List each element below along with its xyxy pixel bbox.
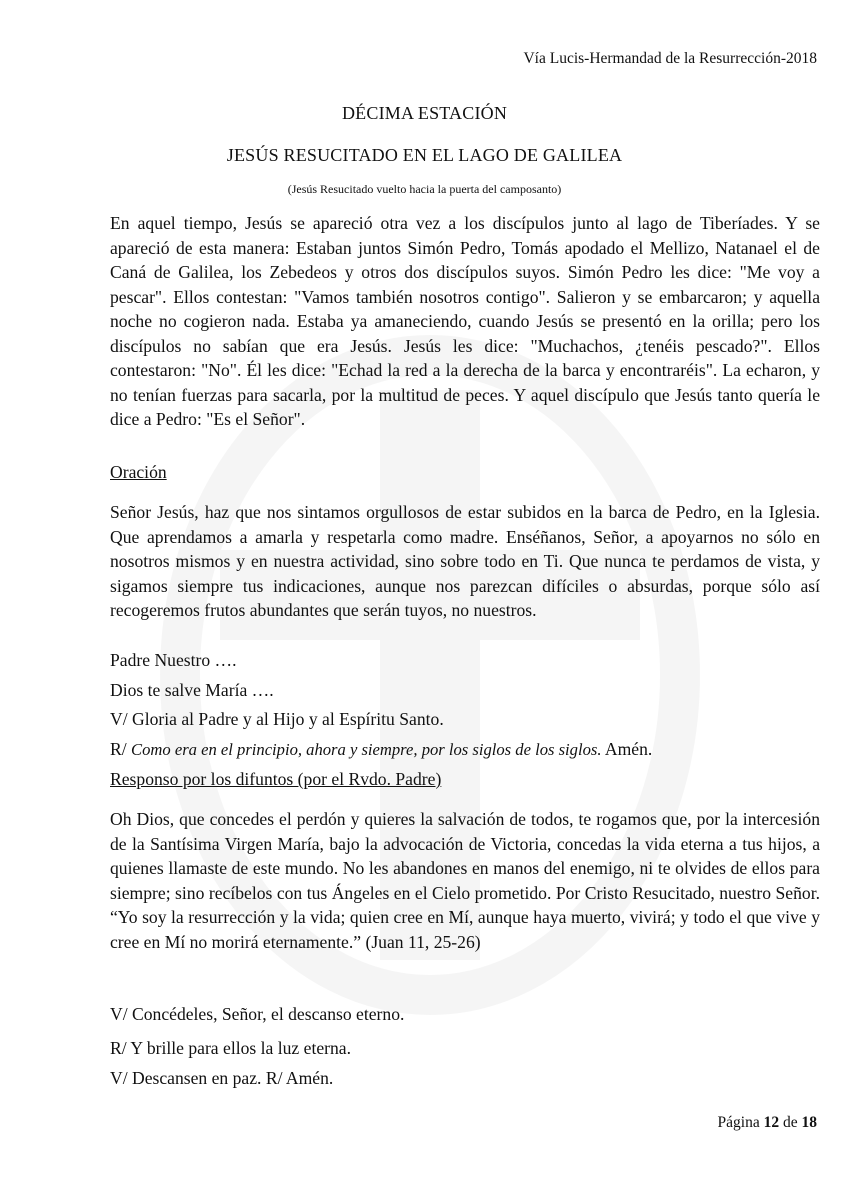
station-number-title: DÉCIMA ESTACIÓN — [341, 103, 508, 123]
padre-nuestro-line: Padre Nuestro …. — [110, 650, 237, 670]
running-header: Vía Lucis-Hermandad de la Resurrección-2018 — [523, 50, 817, 67]
station-name: JESÚS RESUCITADO EN EL LAGO DE GALILEA — [226, 145, 623, 165]
prayer-paragraph: Señor Jesús, haz que nos sintamos orgullosos de estar subidos en la barca de Pedro, en la Iglesia. Que aprendamos a amarla y respetarla como madre. Enséñanos, Señor, a apoyarnos no sólo en nosotros mismos y en nuestra actividad, sino sobre todo en Ti. Que nunca te perdamos de vista, y sigamos siempre tus indicaciones, aunque nos parezcan difíciles o absurdas, porque sólo así recogeremos frutos abundantes que serán tuyos, no nuestros. — [110, 502, 820, 620]
gloria-versicle: V/ Gloria al Padre y al Hijo y al Espíritu Santo. — [110, 709, 444, 729]
page-footer — [718, 1114, 817, 1132]
of-label: de — [779, 1114, 802, 1131]
responso-paragraph: Oh Dios, que concedes el perdón y quieres la salvación de todos, te rogamos que, por la intercesión de la Santísima Virgen María, bajo la advocación de Victoria, concedas la vida eterna a tus hijos, a quienes llamaste de este mundo. No les abandones en manos del enemigo, ni te olvides de ellos para siempre; sino recíbelos con tus Ángeles en el Cielo prometido. Por Cristo Resucitado, nuestro Señor. “Yo soy la resurrección y la vida; quien cree en Mí, aunque haya muerto, vivirá; y todo el que vive y cree en Mí no morirá eternamente.” (Juan 11, 25-26) — [110, 809, 820, 952]
responso-versicle-1: V/ Concédeles, Señor, el descanso eterno. — [110, 1004, 405, 1024]
ave-maria-line: Dios te salve María …. — [110, 680, 274, 700]
gloria-response-amen: Amén. — [601, 739, 653, 759]
page-number: 12 — [763, 1114, 780, 1131]
prayer-heading: Oración — [110, 462, 167, 482]
responso-versicle-2: V/ Descansen en paz. R/ Amén. — [110, 1068, 334, 1088]
gospel-paragraph: En aquel tiempo, Jesús se apareció otra vez a los discípulos junto al lago de Tiberíades. Y se apareció de esta manera: Estaban juntos Simón Pedro, Tomás apodado el Mellizo, Natanael el de Caná de Galilea, los Zebedeos y otros dos discípulos suyos. Simón Pedro les dice: "Me voy a pescar". Ellos contestan: "Vamos también nosotros contigo". Salieron y se embarcaron; y aquella noche no cogieron nada. Estaba ya amaneciendo, cuando Jesús se presentó en la orilla; pero los discípulos no sabían que era Jesús. Jesús les dice: "Muchachos, ¿tenéis pescado?". Ellos contestaron: "No". Él les dice: "Echad la red a la derecha de la barca y encontraréis". La echaron, y no tenían fuerzas para sacarla, por la multitud de peces. Y aquel discípulo que Jesús tanto quería le dice a Pedro: "Es el Señor". — [110, 213, 820, 429]
page-label: Página — [717, 1114, 764, 1131]
total-pages: 18 — [801, 1114, 817, 1131]
responso-response-1: R/ Y brille para ellos la luz eterna. — [110, 1038, 352, 1058]
gloria-response-italic: Como era en el principio, ahora y siempre, por los siglos de los siglos. — [131, 740, 602, 759]
gloria-response — [110, 737, 830, 762]
gloria-response-prefix: R/ — [110, 739, 132, 759]
station-note: (Jesús Resucitado vuelto hacia la puerta del camposanto) — [287, 182, 562, 196]
responso-heading: Responso por los difuntos (por el Rvdo. Padre) — [110, 769, 442, 789]
